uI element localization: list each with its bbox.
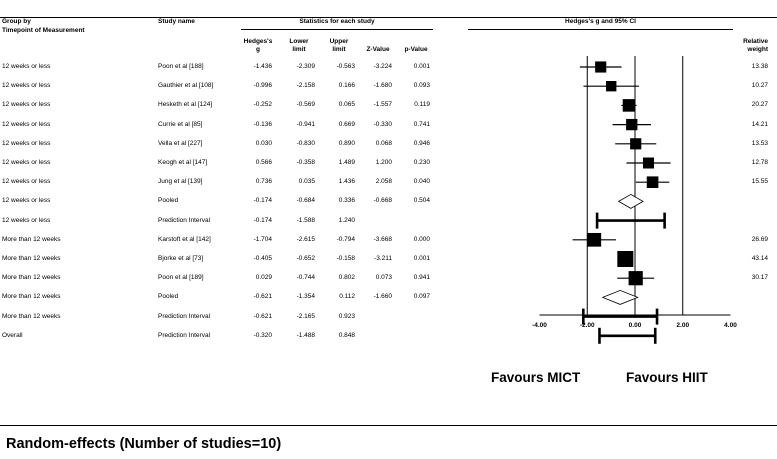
cell-weight: 12.78 [751, 159, 768, 166]
cell-group: More than 12 weeks [2, 293, 61, 301]
stats-header: Statistics for each study [299, 18, 375, 25]
study-marker [617, 251, 633, 267]
cell-group: 12 weeks or less [2, 63, 51, 70]
favours-mict-label: Favours MICT [491, 370, 581, 385]
cell-weight: 30.17 [751, 274, 768, 282]
cell-p: 0.001 [413, 255, 430, 262]
cell-upper: 0.166 [338, 82, 355, 90]
study-marker [626, 119, 637, 130]
hedges-g-header-2: g [256, 46, 260, 53]
study-marker [587, 233, 601, 247]
cell-study: Pooled [158, 293, 179, 301]
cell-study: Prediction Interval [158, 312, 211, 320]
cell-group: More than 12 weeks [2, 255, 61, 262]
cell-study: Poon et al [189] [158, 274, 204, 282]
cell-z: -1.680 [373, 82, 392, 90]
cell-weight: 10.27 [751, 82, 768, 90]
cell-group: More than 12 weeks [2, 235, 61, 243]
timepoint-header: Timepoint of Measurement [2, 27, 85, 34]
x-tick-label: -2.00 [579, 322, 595, 329]
cell-p: 0.941 [413, 274, 430, 282]
study-marker [629, 271, 643, 285]
cell-upper: -0.563 [336, 63, 355, 70]
cell-study: Karstoft et al [142] [158, 235, 211, 243]
study-name-header: Study name [158, 18, 195, 25]
cell-lower: -1.488 [296, 331, 315, 339]
cell-weight: 13.53 [751, 139, 768, 147]
cell-upper: 0.065 [338, 101, 355, 109]
cell-group: 12 weeks or less [2, 139, 51, 147]
x-tick-label: 2.00 [676, 322, 690, 329]
cell-lower: -2.158 [296, 82, 315, 90]
upper-limit-header: Upper [329, 38, 349, 45]
model-footer: Random-effects (Number of studies=10) [6, 436, 282, 452]
cell-group: 12 weeks or less [2, 159, 51, 166]
cell-hedges-g: -1.704 [253, 235, 272, 243]
cell-upper: -0.158 [336, 255, 355, 262]
cell-z: -1.660 [373, 293, 392, 301]
study-marker [647, 176, 659, 188]
cell-hedges-g: -0.174 [253, 197, 272, 205]
cell-upper: 0.890 [338, 139, 355, 147]
relative-weight-header: Relative [743, 38, 768, 45]
cell-z: -0.330 [373, 120, 392, 128]
cell-lower: -0.744 [296, 274, 315, 282]
cell-lower: -0.652 [296, 255, 315, 262]
cell-hedges-g: -1.436 [253, 63, 272, 70]
cell-weight: 14.21 [751, 120, 768, 128]
cell-hedges-g: 0.566 [255, 159, 272, 166]
cell-upper: 0.336 [338, 197, 355, 205]
cell-study: Pooled [158, 197, 179, 205]
cell-hedges-g: -0.136 [253, 120, 272, 128]
lower-limit-header-2: limit [292, 46, 306, 53]
cell-group: Overall [2, 331, 23, 339]
cell-weight: 26.69 [751, 235, 768, 243]
pooled-diamond [619, 194, 643, 208]
cell-upper: 1.240 [338, 216, 355, 224]
cell-group: 12 weeks or less [2, 197, 51, 205]
cell-group: 12 weeks or less [2, 82, 51, 90]
cell-lower: -0.358 [296, 159, 315, 166]
group-by-header: Group by [2, 18, 31, 25]
cell-lower: -2.165 [296, 312, 315, 320]
cell-hedges-g: 0.736 [255, 178, 272, 186]
cell-z: 0.073 [375, 274, 392, 282]
cell-hedges-g: -0.621 [253, 312, 272, 320]
x-tick-label: 0.00 [628, 322, 642, 329]
cell-z: 2.058 [375, 178, 392, 186]
cell-z: 1.200 [375, 159, 392, 166]
cell-weight: 20.27 [751, 101, 768, 109]
cell-study: Bjorke et al [73] [158, 255, 204, 262]
cell-study: Poon et al [188] [158, 63, 204, 70]
cell-p: 0.119 [414, 101, 430, 109]
cell-weight: 15.55 [751, 178, 768, 186]
cell-hedges-g: -0.252 [253, 101, 272, 109]
x-tick-label: 4.00 [724, 322, 737, 329]
cell-lower: -2.615 [296, 235, 315, 243]
cell-weight: 13.38 [751, 63, 768, 70]
relative-weight-header-2: weight [747, 46, 768, 53]
upper-limit-header-2: limit [332, 46, 346, 53]
cell-upper: -0.794 [336, 235, 355, 243]
cell-lower: -2.309 [296, 63, 315, 70]
cell-lower: -1.588 [296, 216, 315, 224]
cell-upper: 0.848 [338, 331, 355, 339]
cell-lower: -0.569 [296, 101, 315, 109]
cell-study: Prediction Interval [158, 331, 211, 339]
cell-lower: -1.354 [296, 293, 315, 301]
cell-upper: 0.112 [339, 293, 355, 301]
cell-study: Keogh et al [147] [158, 159, 208, 166]
cell-z: -0.668 [373, 197, 392, 205]
cell-study: Prediction Interval [158, 216, 211, 224]
cell-p: 0.504 [413, 197, 430, 205]
cell-hedges-g: 0.029 [255, 274, 272, 282]
cell-group: 12 weeks or less [2, 101, 51, 109]
x-tick-label: -4.00 [532, 322, 547, 329]
cell-z: -3.211 [374, 255, 392, 262]
cell-hedges-g: -0.174 [253, 216, 272, 224]
cell-hedges-g: -0.996 [253, 82, 272, 90]
cell-lower: 0.035 [298, 178, 315, 186]
study-marker [606, 81, 616, 91]
cell-z: -1.557 [373, 101, 392, 109]
cell-study: Gauthier et al [108] [158, 82, 214, 90]
study-marker [630, 138, 641, 149]
cell-p: 0.230 [413, 159, 430, 166]
cell-group: More than 12 weeks [2, 312, 61, 320]
cell-study: Vella et al [227] [158, 139, 203, 147]
cell-upper: 0.669 [338, 120, 355, 128]
study-marker [623, 99, 636, 112]
cell-hedges-g: -0.405 [253, 255, 272, 262]
p-value-header: p-Value [404, 46, 428, 53]
cell-p: 0.946 [413, 139, 430, 147]
cell-upper: 1.489 [338, 159, 355, 166]
ci-header: Hedges's g and 95% CI [565, 18, 636, 25]
study-marker [643, 158, 654, 169]
cell-hedges-g: -0.320 [253, 331, 272, 339]
cell-z: 0.068 [375, 139, 392, 147]
cell-upper: 0.802 [338, 274, 355, 282]
cell-lower: -0.941 [296, 120, 315, 128]
favours-hiit-label: Favours HIIT [626, 370, 708, 385]
cell-z: -3.224 [373, 63, 392, 70]
cell-upper: 0.923 [338, 312, 355, 320]
cell-group: 12 weeks or less [2, 178, 51, 186]
hedges-g-header: Hedges's [243, 38, 273, 45]
lower-limit-header: Lower [289, 38, 309, 45]
cell-group: 12 weeks or less [2, 216, 51, 224]
cell-p: 0.040 [413, 178, 430, 186]
cell-p: 0.097 [413, 293, 430, 301]
cell-group: 12 weeks or less [2, 120, 51, 128]
cell-hedges-g: 0.030 [255, 139, 272, 147]
cell-group: More than 12 weeks [2, 274, 61, 282]
cell-study: Jung et al [139] [158, 178, 203, 186]
study-marker [595, 61, 606, 72]
cell-z: -3.668 [373, 235, 392, 243]
cell-hedges-g: -0.621 [253, 293, 272, 301]
cell-p: 0.000 [413, 235, 430, 243]
cell-weight: 43.14 [751, 255, 768, 262]
cell-p: 0.093 [413, 82, 430, 90]
cell-lower: -0.684 [296, 197, 315, 205]
cell-upper: 1.436 [338, 178, 355, 186]
pooled-diamond [603, 290, 638, 304]
cell-p: 0.001 [413, 63, 430, 70]
cell-study: Currie et al [85] [158, 120, 203, 128]
cell-lower: -0.830 [296, 139, 315, 147]
cell-p: 0.741 [413, 120, 430, 128]
z-value-header: Z-Value [366, 46, 390, 53]
cell-study: Hesketh et al [124] [158, 101, 213, 109]
